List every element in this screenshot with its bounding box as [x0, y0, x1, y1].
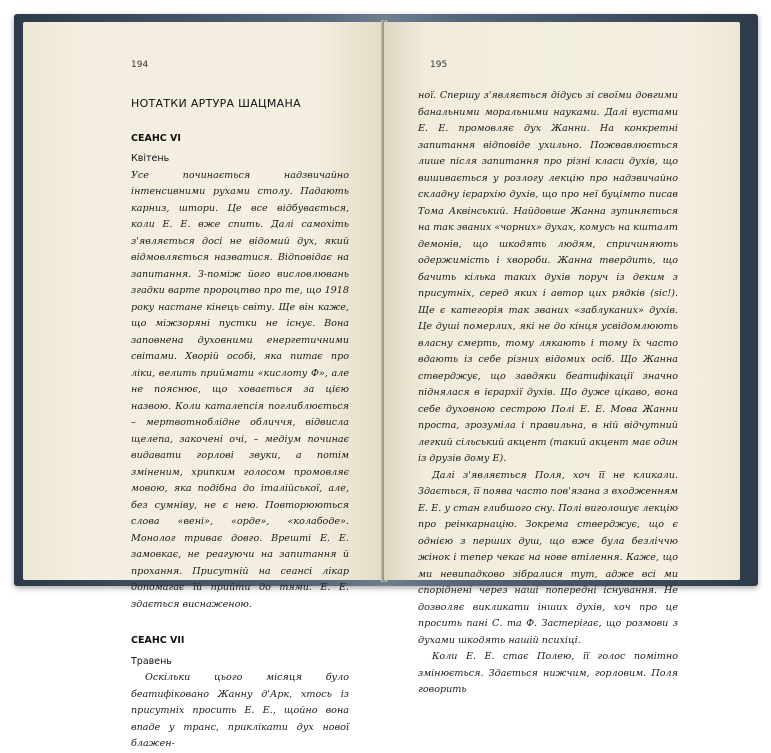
right-page	[384, 22, 740, 695]
section-title-7: СЕАНС VII	[131, 635, 185, 646]
section-6-paragraph: Усе починається надзвичайно інтенсивними рухами столу. Падають карниз, штори. Це все відбувається, коли Е. Е. вже спить. Далі самохіть з'являється досі не відомий дух, який відмовляється назватися. Відповідає на запитання. З-поміж його висловлювань згадки варте пророцтво про те, що 1918 року настане кінець світу. Ще він каже, що міжзоряні пустки не існує. Вона заповнена духовними енергетичними світами. Хворій особі, яка питає про ліки, велить приймати «кислоту Ф», але не пояснює, що ховається за цією назвою. Коли каталепсія поглиблюється – мертвотноблідне обличчя, відвисла щелепа, закочені очі, – медіум починає видавати горлові звуки, а потім зміненим, хрипким голосом промовляє мовою, яка подібна до італійської, але, без сумніву, не є нею. Повторюються слова «вені», «орде», «колабоде». Монолог триває довго. Врешті Е. Е. замовкає, не реагуючи на запитання й прохання. Присутній на сеансі лікар допомагає їй прийти до тями. Е. Е. здається виснаженою.	[131, 169, 349, 610]
right-paragraph-2: Далі з'являється Поля, хоч її не кликали. Здається, її поява часто пов'язана з входженням Е. Е. у стан глибшого сну. Полі виголошує лекцію про реінкарнацію. Зокрема стверджує, що є однією з перших душ, що вже була безліччю жінок і тепер чекає на нове втілення. Каже, що ми невипадково зібралися тут, адже всі ми споріднені через наші попередні існування. Не дозволяє викликати інших духів, хоч про це просить пані С. та Ф. Застерігає, що розмови з духами шкодять нашій психіці.	[418, 469, 678, 646]
section-date-7: Травень	[131, 655, 172, 667]
section-7-paragraph: Оскільки цього місяця було беатифіковано Жанну д'Арк, хтось із присутніх просить Е. Е., щойно вона впаде у транс, приклікати дух нової блажен-	[131, 672, 349, 749]
section-date-6: Квітень	[131, 153, 170, 164]
right-page-text	[418, 88, 678, 699]
page-number-left: 194	[131, 60, 149, 70]
left-page-text	[131, 86, 349, 753]
right-paragraph-1: ної. Спершу з'являється дідусь зі своїми довгими банальними моральними науками. Далі вустами Е. Е. промовляє дух Жанни. На конкретні запитання відповіде ухильно. Пожвавлюється лише після запитання про різні класи духів, що вишивається у розлогу лекцію про надзвичайно складну ієрархію духів, що про неї буцімто писав Тома Аквінський. Найдовше Жанна зупиняється на так званих «чорних» духах, комусь на кшталт демонів, що шкодять людям, спричиняють одержимість і хвороби. Жанна твердить, що бачить кілька таких духів поруч із деким з присутніх, серед яких і автор цих рядків (sic!). Ще є категорія так званих «заблуканих» духів. Це душі померлих, які не до кінця усвідомлюють власну смерть, тому лякають і тому їх часто вдають із себе різних відомих осіб. Що Жанна стверджує, що завдяки беатифікації значно піднялася в ієрархії духів. Що дуже цікаво, вона себе духовною сестрою Полі Е. Е. Мова Жанни проста, зрозуміла і правильна, в ній відчутний легкий сільський акцент (такий акцент має один із друзів дому Е).	[418, 90, 678, 464]
right-paragraph-3: Коли Е. Е. стає Полею, її голос помітно змінюється. Здається нижчим, горловим. Поля говорить	[418, 651, 678, 695]
chapter-heading: НОТАТКИ АРТУРА ШАЦМАНА	[131, 97, 301, 110]
left-page	[23, 22, 383, 749]
page-number-right: 195	[430, 60, 448, 70]
section-title-6: СЕАНС VI	[131, 132, 181, 144]
